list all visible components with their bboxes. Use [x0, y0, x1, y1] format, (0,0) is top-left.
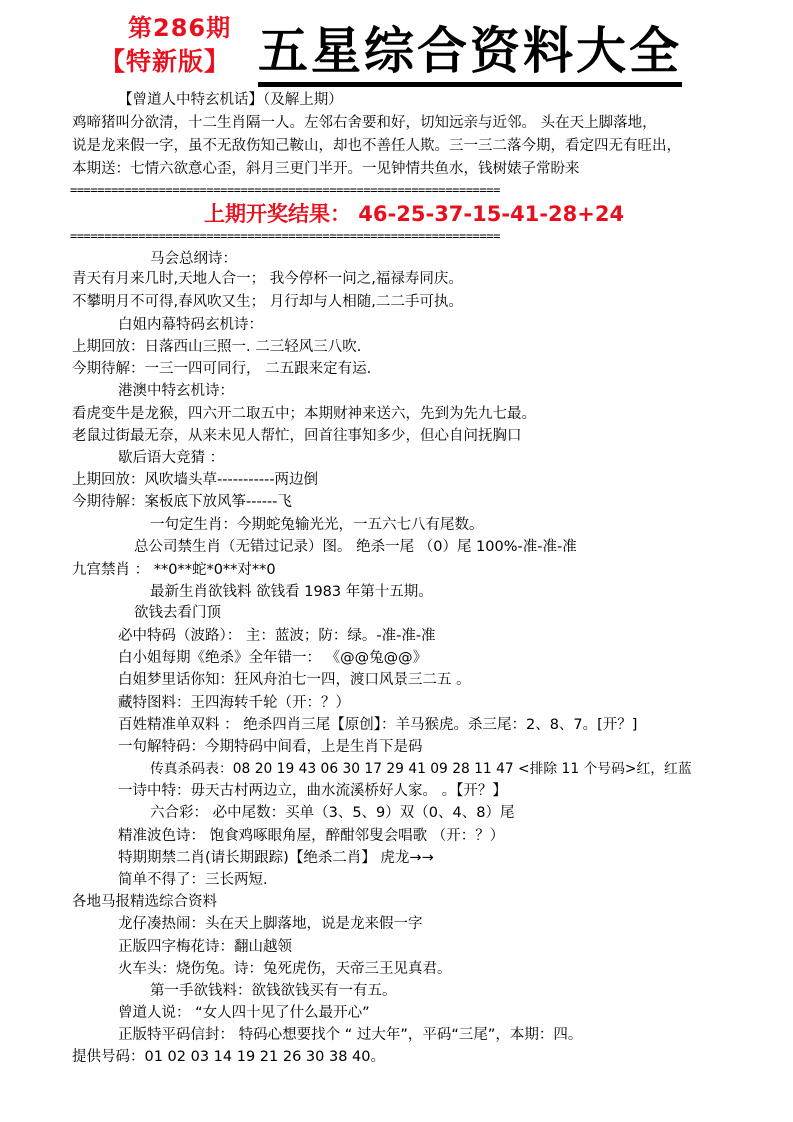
text-line: 【曾道人中特玄机话】（及解上期）	[118, 92, 343, 108]
text-line: 最新生肖欲钱料 欲钱看 1983 年第十五期。	[150, 584, 433, 600]
text-line: 欲钱去看门顶	[134, 605, 221, 621]
text-line: 白姐梦里话你知：狂风舟泊七一四，渡口风景三二五 。	[118, 672, 471, 688]
text-line: 一句定生肖：今期蛇兔输光光，一五六七八有尾数。	[150, 517, 484, 533]
text-line: 青天有月来几时,天地人合一； 我今停杯一问之,福禄寿同庆。	[72, 271, 463, 287]
text-line: 一诗中特：毋天古村两边立，曲水流溪桥好人家。 。【开？】	[118, 783, 507, 799]
text-line: 鸡啼猪叫分欲清，十二生肖隔一人。左邻右舍要和好，切知远亲与近邻。 头在天上脚落地，	[72, 115, 657, 131]
text-line: 精准波色诗： 饱食鸡啄眼角屋，醉酣邻叟会唱歌 （开：？）	[118, 828, 505, 844]
text-line: 龙仔凑热闹：头在天上脚落地，说是龙来假一字	[118, 916, 423, 932]
last-draw-result: 上期开奖结果： 46-25-37-15-41-28+24	[204, 202, 625, 226]
text-line: 九宫禁肖 ： **0**蛇*0**对**0	[72, 562, 276, 578]
text-line: 曾道人说： “女人四十见了什么最开心”	[118, 1005, 370, 1021]
issue-number: 第286期	[128, 14, 232, 42]
text-line: 一句解特码：今期特码中间看，上是生肖下是码	[118, 739, 423, 755]
text-line: 传真杀码表：08 20 19 43 06 30 17 29 41 09 28 11 47 <排除 11 个号码>红，红蓝	[150, 761, 692, 777]
text-line: 白小姐每期《绝杀》全年错一： 《@@兔@@》	[118, 650, 428, 666]
text-line: 老鼠过街最无奈，从来未见人帮忙，回首往事知多少，但心自问抚胸口	[72, 428, 522, 444]
text-line: 各地马报精选综合资料	[72, 894, 217, 910]
text-line: 简单不得了：三长两短.	[118, 872, 268, 888]
text-line: 第一手欲钱料：欲钱欲钱买有一有五。	[150, 983, 397, 999]
separator-line: ===============================================================	[70, 183, 500, 197]
text-line: 火车头：烧伤兔。诗：兔死虎伤，天帝三王见真君。	[118, 961, 452, 977]
text-line: 百姓精准单双料 ： 绝杀四肖三尾【原创】：羊马猴虎。杀三尾：2、8、7。[开？]	[118, 717, 638, 733]
text-line: 马会总纲诗：	[150, 251, 237, 267]
text-line: 今期待解：案板底下放风筝------飞	[72, 494, 292, 510]
edition-label: 【特新版】	[100, 47, 231, 76]
text-line: 藏特图料：王四海转千轮（开：？）	[118, 695, 350, 711]
main-title: 五星综合资料大全	[258, 22, 682, 87]
text-line: 总公司禁生肖（无错过记录）图。 绝杀一尾 （0）尾 100%-准-准-准	[134, 539, 577, 555]
text-line: 歇后语大竞猜 ：	[118, 450, 225, 466]
text-line: 必中特码（波路）： 主：蓝波；防：绿。-准-准-准	[118, 628, 436, 644]
text-line: 正版特平码信封： 特码心想要找个 “ 过大年”，平码“三尾”，本期：四。	[118, 1027, 583, 1043]
separator-line: ===============================================================	[70, 229, 500, 243]
page-header	[0, 0, 793, 90]
text-line: 说是龙来假一字，虽不无敌伤知己鞍山，却也不善任人欺。三一三二落今期，看定四无有旺出，	[72, 138, 681, 154]
text-line: 不攀明月不可得,春风吹又生； 月行却与人相随,二二手可执。	[72, 294, 463, 310]
text-line: 今期待解：一三一四可同行， 二五跟来定有运.	[72, 361, 372, 377]
text-line: 特期期禁二肖(请长期跟踪)【绝杀二肖】 虎龙→→	[118, 850, 434, 866]
text-line: 提供号码：01 02 03 14 19 21 26 30 38 40。	[72, 1049, 385, 1065]
text-line: 白姐内幕特码玄机诗：	[118, 317, 263, 333]
text-line: 六合彩： 必中尾数：买单（3、5、9）双（0、4、8）尾	[150, 805, 515, 821]
text-line: 港澳中特玄机诗：	[118, 383, 234, 399]
text-line: 看虎变牛是龙猴，四六开二取五中；本期财神来送六，先到为先九七最。	[72, 406, 536, 422]
text-line: 本期送：七情六欲意心歪，斜月三更门半开。一见钟情共鱼水，钱树婊子常盼来	[72, 161, 580, 177]
text-line: 正版四字梅花诗：翻山越领	[118, 939, 292, 955]
text-line: 上期回放：日落西山三照一. 二三轻风三八吹.	[72, 339, 362, 355]
text-line: 上期回放：风吹墙头草-----------两边倒	[72, 472, 319, 488]
